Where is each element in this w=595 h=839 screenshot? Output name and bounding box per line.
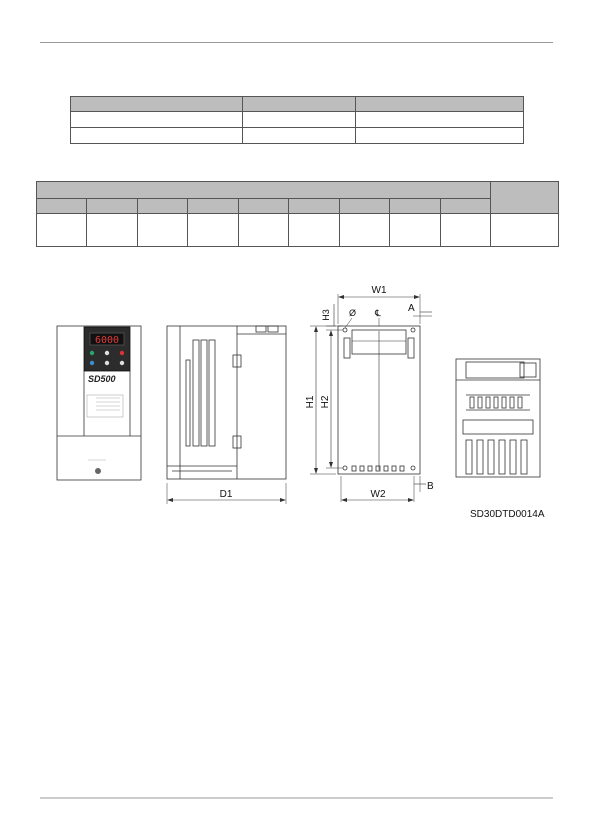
label-h3: H3 [321, 309, 331, 321]
label-phi: Ø [349, 308, 357, 318]
internal-view [456, 359, 540, 477]
label-w2: W2 [370, 489, 386, 500]
label-h2: H2 [320, 395, 331, 409]
label-h1: H1 [305, 395, 316, 409]
model-logo: SD500 [88, 374, 116, 384]
label-w1: W1 [371, 285, 387, 296]
display-readout: 6000 [94, 335, 120, 346]
label-d1: D1 [219, 489, 233, 500]
label-a: A [408, 303, 415, 314]
label-centerline: ℄ [375, 308, 381, 318]
side-view [167, 326, 286, 504]
label-b: B [427, 481, 434, 492]
drawing-code: SD30DTD0014A [470, 509, 545, 520]
front-view [57, 326, 141, 480]
